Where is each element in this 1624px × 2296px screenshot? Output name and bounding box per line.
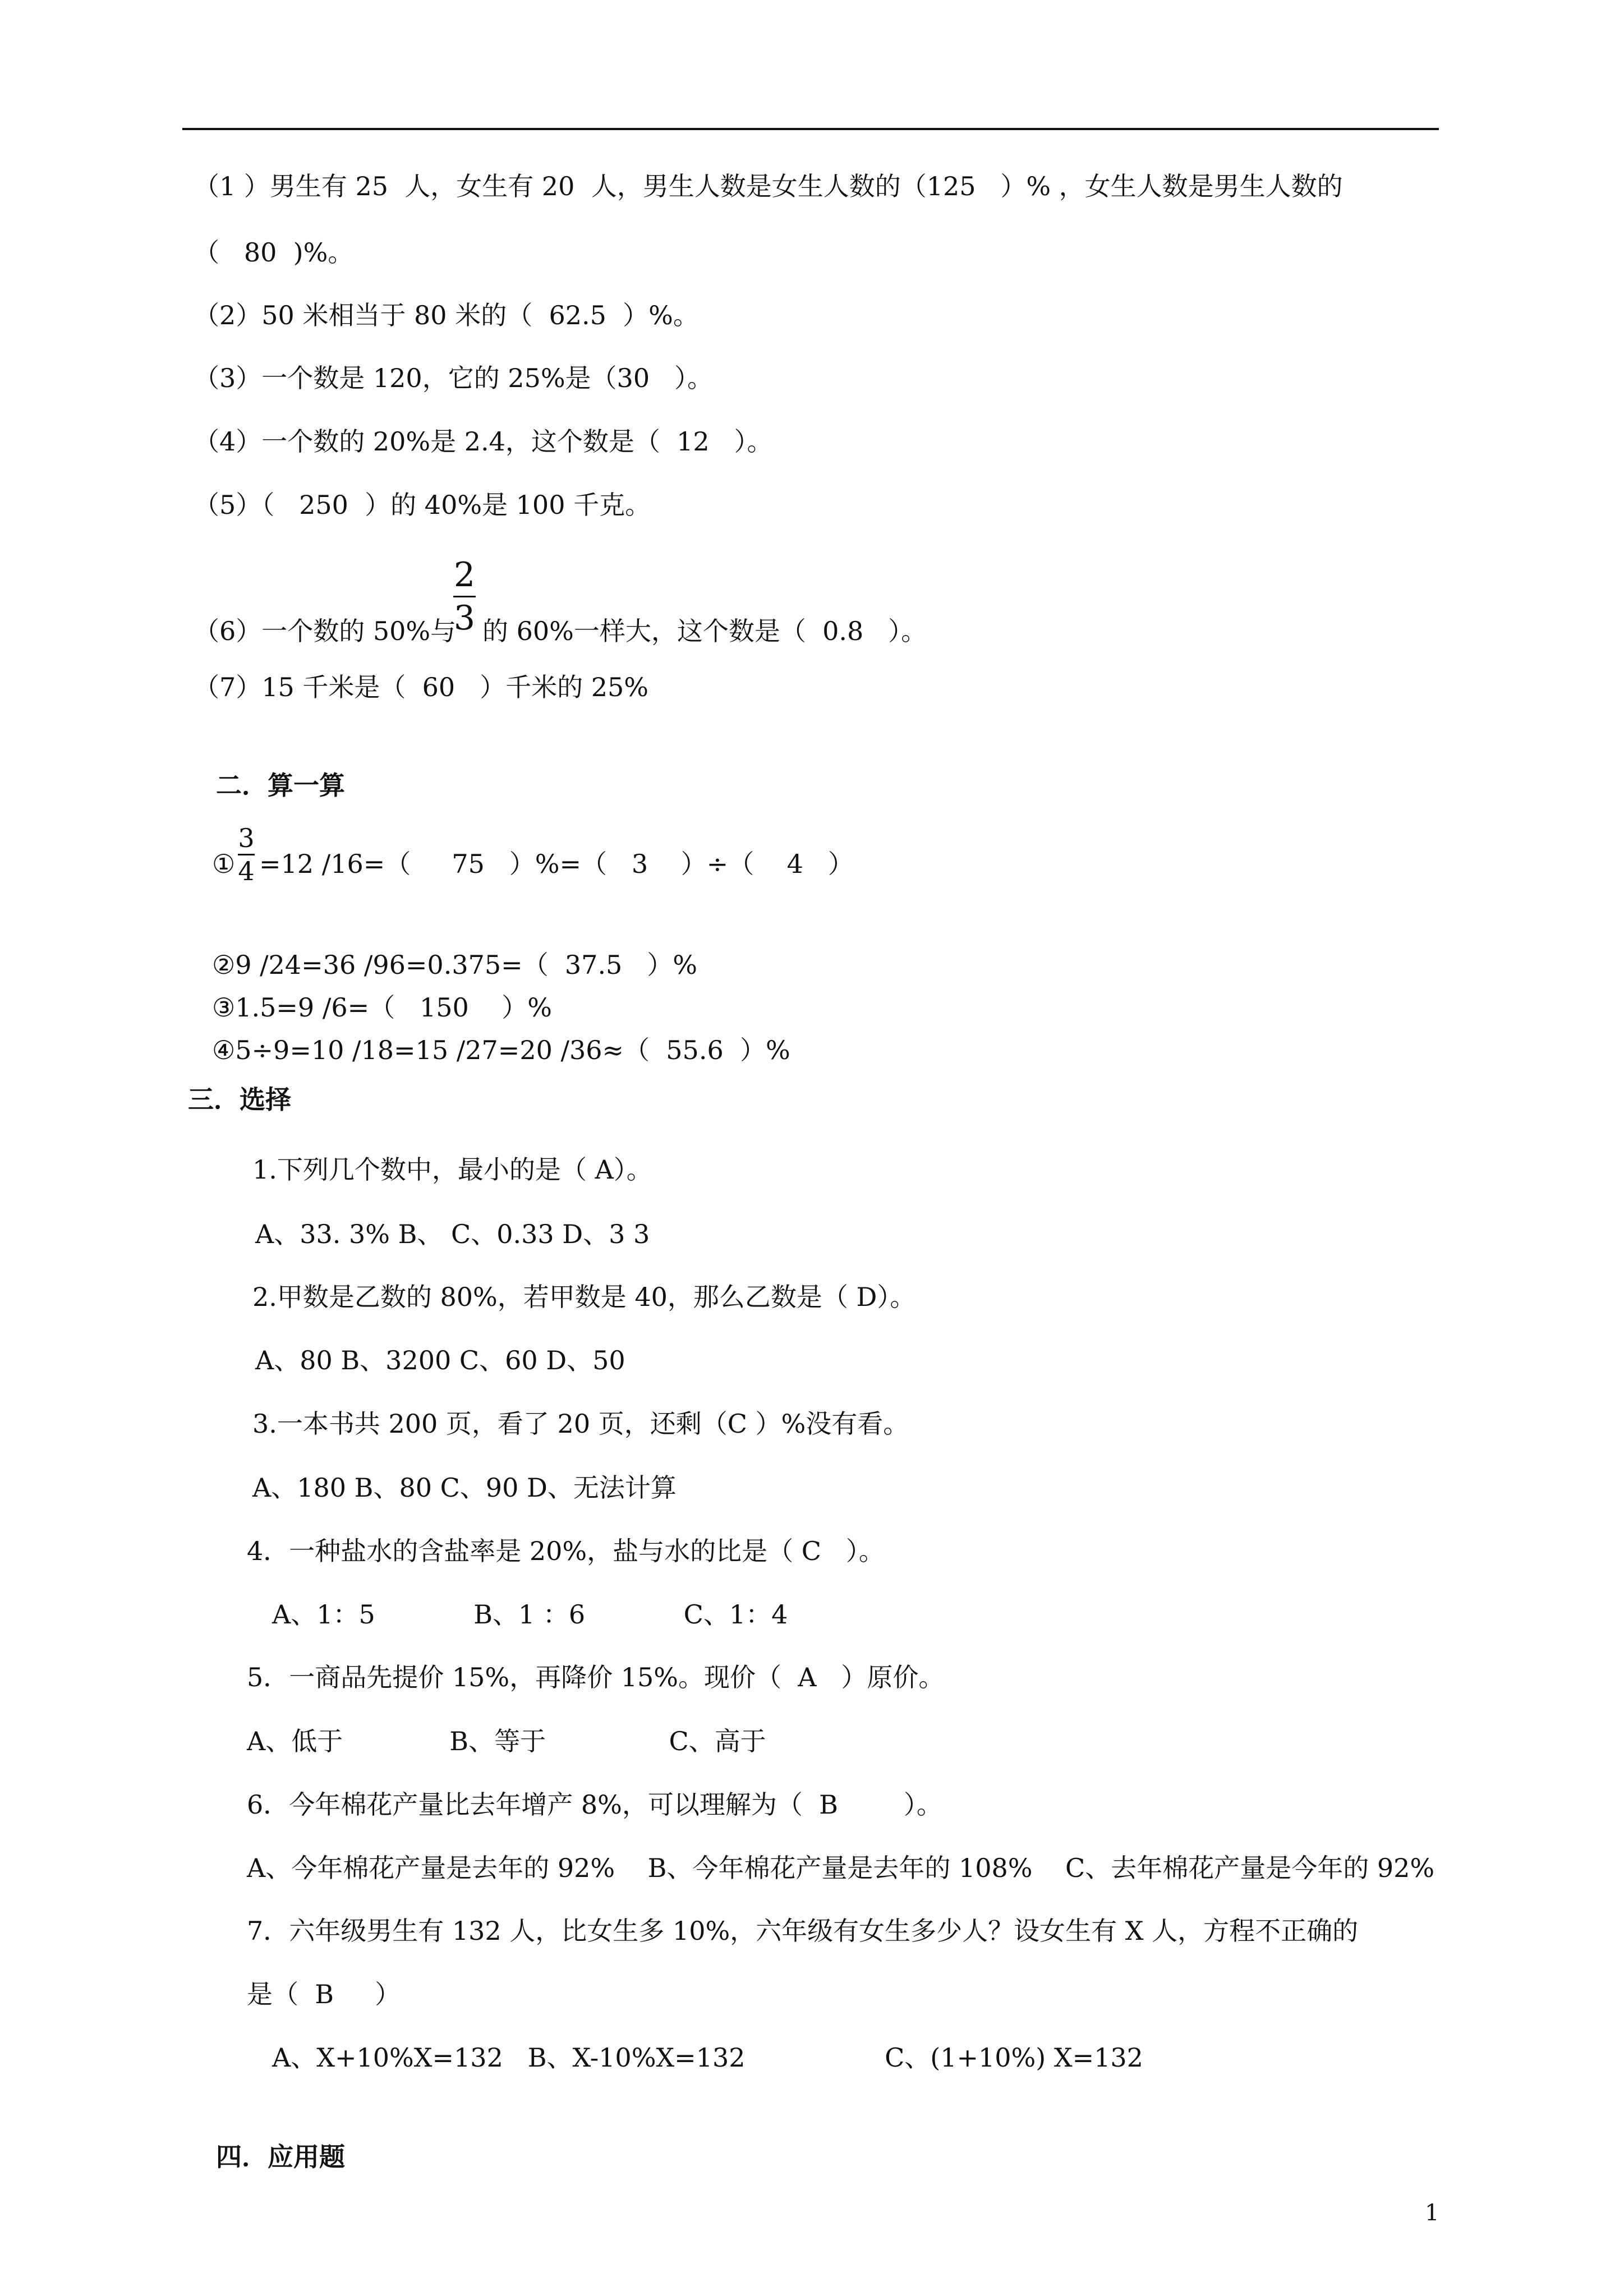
s3-q3: 3.一本书共 200 页，看了 20 页，还剩（C ）%没有看。 [252, 1409, 909, 1439]
s1-q1-line2: （ 80 )%。 [194, 237, 354, 268]
section3-heading: 三．选择 [188, 1084, 291, 1115]
s3-q2-options: A、80 B、3200 C、60 D、50 [255, 1345, 625, 1375]
s1-q4: （4）一个数的 20%是 2.4，这个数是（ 12 ）。 [194, 426, 773, 457]
s1-q6-fraction [453, 555, 476, 638]
s3-q1: 1.下列几个数中，最小的是（ A）。 [252, 1154, 652, 1185]
s2-c3: ③1.5=9 /6=（ 150 ）% [212, 992, 552, 1023]
s2-c1-fraction [238, 823, 255, 886]
s1-q6-after: 的 60%一样大，这个数是（ 0.8 ）。 [482, 616, 927, 646]
s1-q3: （3）一个数是 120，它的 25%是（30 ）。 [194, 363, 713, 393]
fraction-bar [238, 854, 255, 855]
fraction-denominator: 4 [238, 856, 255, 886]
page-number: 1 [1425, 2200, 1439, 2226]
fraction-denominator: 3 [453, 599, 476, 638]
s3-q5-options: A、低于 B、等于 C、高于 [247, 1726, 766, 1756]
s2-c4: ④5÷9=10 /18=15 /27=20 /36≈（ 55.6 ）% [212, 1035, 790, 1065]
s2-c1-rest: =12 /16=（ 75 ）%=（ 3 ）÷（ 4 ） [259, 849, 854, 879]
s3-q2: 2.甲数是乙数的 80%，若甲数是 40，那么乙数是（ D）。 [252, 1282, 916, 1312]
s1-q2: （2）50 米相当于 80 米的（ 62.5 ）%。 [194, 300, 699, 330]
s1-q5: （5）（ 250 ）的 40%是 100 千克。 [194, 490, 651, 520]
section4-heading: 四．应用题 [216, 2142, 345, 2172]
s1-q6-before: （6）一个数的 50%与 [194, 616, 457, 646]
s3-q3-options: A、180 B、80 C、90 D、无法计算 [252, 1473, 677, 1503]
s3-q6-options: A、今年棉花产量是去年的 92% B、今年棉花产量是去年的 108% C、去年棉花产量是今年的 92% [247, 1853, 1435, 1883]
s2-c2: ②9 /24=36 /96=0.375=（ 37.5 ）% [212, 950, 697, 980]
s3-q6: 6．今年棉花产量比去年增产 8%，可以理解为（ B ）。 [247, 1789, 942, 1820]
s2-c1-circle: ① [212, 849, 236, 879]
fraction-numerator: 2 [453, 555, 476, 595]
s3-q1-options: A、33. 3% B、 C、0.33 D、3 3 [255, 1219, 650, 1249]
s1-q1-line1: （1 ）男生有 25 人，女生有 20 人，男生人数是女生人数的（125 ）% ，女生人数是男生人数的 [194, 171, 1343, 201]
header-rule [182, 128, 1439, 130]
s3-q4-options: A、1：5 B、1 ：6 C、1：4 [272, 1599, 788, 1630]
s3-q4: 4．一种盐水的含盐率是 20%，盐与水的比是（ C ）。 [247, 1536, 885, 1566]
s1-q7: （7）15 千米是（ 60 ）千米的 25% [194, 672, 648, 702]
s3-q5: 5．一商品先提价 15%，再降价 15%。现价（ A ）原价。 [247, 1662, 945, 1692]
s3-q7-line1: 7．六年级男生有 132 人，比女生多 10%，六年级有女生多少人？设女生有 X 人，方程不正确的 [247, 1916, 1359, 1946]
section2-heading: 二．算一算 [216, 770, 345, 800]
s3-q7-line2: 是（ B ） [247, 1979, 401, 2009]
fraction-bar [453, 596, 476, 597]
fraction-numerator: 3 [238, 823, 255, 853]
s3-q7-options: A、X+10%X=132 B、X-10%X=132 C、(1+10%) X=132 [272, 2042, 1143, 2073]
